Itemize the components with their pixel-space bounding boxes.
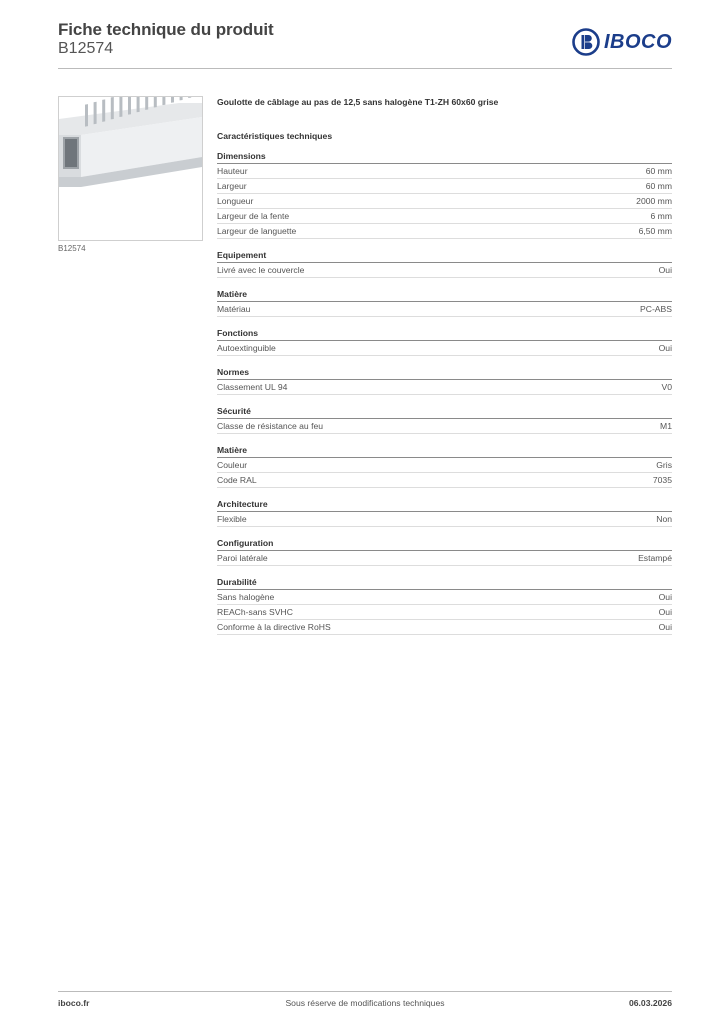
image-caption: B12574 xyxy=(58,244,86,253)
spec-row xyxy=(217,605,672,620)
spec-value: 2000 mm xyxy=(636,196,672,206)
spec-group-title: Durabilité xyxy=(217,576,672,590)
spec-label: Paroi latérale xyxy=(217,553,268,563)
spec-value: 6 mm xyxy=(650,211,672,221)
spec-groups xyxy=(217,150,672,635)
spec-label: Matériau xyxy=(217,304,251,314)
cable-duct-illustration xyxy=(59,97,202,240)
product-name: Goulotte de câblage au pas de 12,5 sans halogène T1-ZH 60x60 grise xyxy=(217,97,499,107)
spec-label: Largeur de languette xyxy=(217,226,297,236)
spec-value: 6,50 mm xyxy=(638,226,672,236)
header-divider xyxy=(58,68,672,69)
page-title: Fiche technique du produit xyxy=(58,20,274,39)
brand-logo xyxy=(572,28,672,56)
spec-group xyxy=(217,405,672,434)
spec-label: Code RAL xyxy=(217,475,257,485)
footer-disclaimer: Sous réserve de modifications techniques xyxy=(285,998,445,1008)
spec-row xyxy=(217,620,672,635)
spec-group xyxy=(217,150,672,239)
spec-row xyxy=(217,164,672,179)
page-footer xyxy=(58,998,672,1012)
spec-group-title: Equipement xyxy=(217,249,672,263)
spec-value: M1 xyxy=(660,421,672,431)
spec-row xyxy=(217,473,672,488)
spec-group-title: Sécurité xyxy=(217,405,672,419)
spec-group-title: Fonctions xyxy=(217,327,672,341)
spec-value: 60 mm xyxy=(645,166,672,176)
spec-label: Classe de résistance au feu xyxy=(217,421,324,431)
spec-row xyxy=(217,263,672,278)
spec-label: REACh-sans SVHC xyxy=(217,607,293,617)
spec-row xyxy=(217,341,672,356)
spec-label: Livré avec le couvercle xyxy=(217,265,305,275)
page-header xyxy=(58,20,672,68)
spec-content xyxy=(217,96,672,635)
spec-label: Flexible xyxy=(217,514,247,524)
spec-group xyxy=(217,366,672,395)
spec-row xyxy=(217,194,672,209)
spec-label: Couleur xyxy=(217,460,248,470)
spec-group xyxy=(217,288,672,317)
spec-group xyxy=(217,327,672,356)
spec-group-title: Normes xyxy=(217,366,672,380)
spec-value: Gris xyxy=(656,460,672,470)
spec-label: Classement UL 94 xyxy=(217,382,288,392)
spec-group xyxy=(217,576,672,635)
spec-value: Oui xyxy=(658,607,672,617)
spec-label: Longueur xyxy=(217,196,254,206)
spec-group-title: Matière xyxy=(217,288,672,302)
spec-value: Oui xyxy=(658,592,672,602)
footer-date: 06.03.2026 xyxy=(628,998,672,1008)
spec-value: V0 xyxy=(661,382,672,392)
spec-row xyxy=(217,419,672,434)
spec-value: Oui xyxy=(658,622,672,632)
spec-label: Conforme à la directive RoHS xyxy=(217,622,331,632)
spec-value: 7035 xyxy=(652,475,672,485)
spec-label: Autoextinguible xyxy=(217,343,276,353)
spec-row xyxy=(217,209,672,224)
spec-value: PC-ABS xyxy=(640,304,672,314)
spec-row xyxy=(217,302,672,317)
spec-group xyxy=(217,537,672,566)
spec-group-title: Dimensions xyxy=(217,150,672,164)
spec-row xyxy=(217,512,672,527)
spec-row xyxy=(217,458,672,473)
spec-group-title: Matière xyxy=(217,444,672,458)
spec-row xyxy=(217,551,672,566)
spec-group xyxy=(217,444,672,488)
spec-row xyxy=(217,224,672,239)
spec-row xyxy=(217,380,672,395)
product-image xyxy=(58,96,203,241)
spec-value: Oui xyxy=(658,265,672,275)
spec-group xyxy=(217,249,672,278)
spec-value: 60 mm xyxy=(645,181,672,191)
section-title: Caractéristiques techniques xyxy=(217,131,333,141)
spec-label: Largeur de la fente xyxy=(217,211,290,221)
spec-label: Largeur xyxy=(217,181,247,191)
spec-value: Estampé xyxy=(638,553,672,563)
footer-website: iboco.fr xyxy=(58,998,90,1008)
footer-divider xyxy=(58,991,672,992)
product-code: B12574 xyxy=(58,40,114,57)
spec-group-title: Configuration xyxy=(217,537,672,551)
spec-label: Hauteur xyxy=(217,166,248,176)
iboco-logo-icon xyxy=(572,28,600,56)
spec-value: Non xyxy=(656,514,672,524)
spec-row xyxy=(217,590,672,605)
spec-value: Oui xyxy=(658,343,672,353)
spec-group-title: Architecture xyxy=(217,498,672,512)
logo-wordmark: IBOCO xyxy=(603,30,672,53)
spec-row xyxy=(217,179,672,194)
spec-group xyxy=(217,498,672,527)
spec-label: Sans halogène xyxy=(217,592,275,602)
